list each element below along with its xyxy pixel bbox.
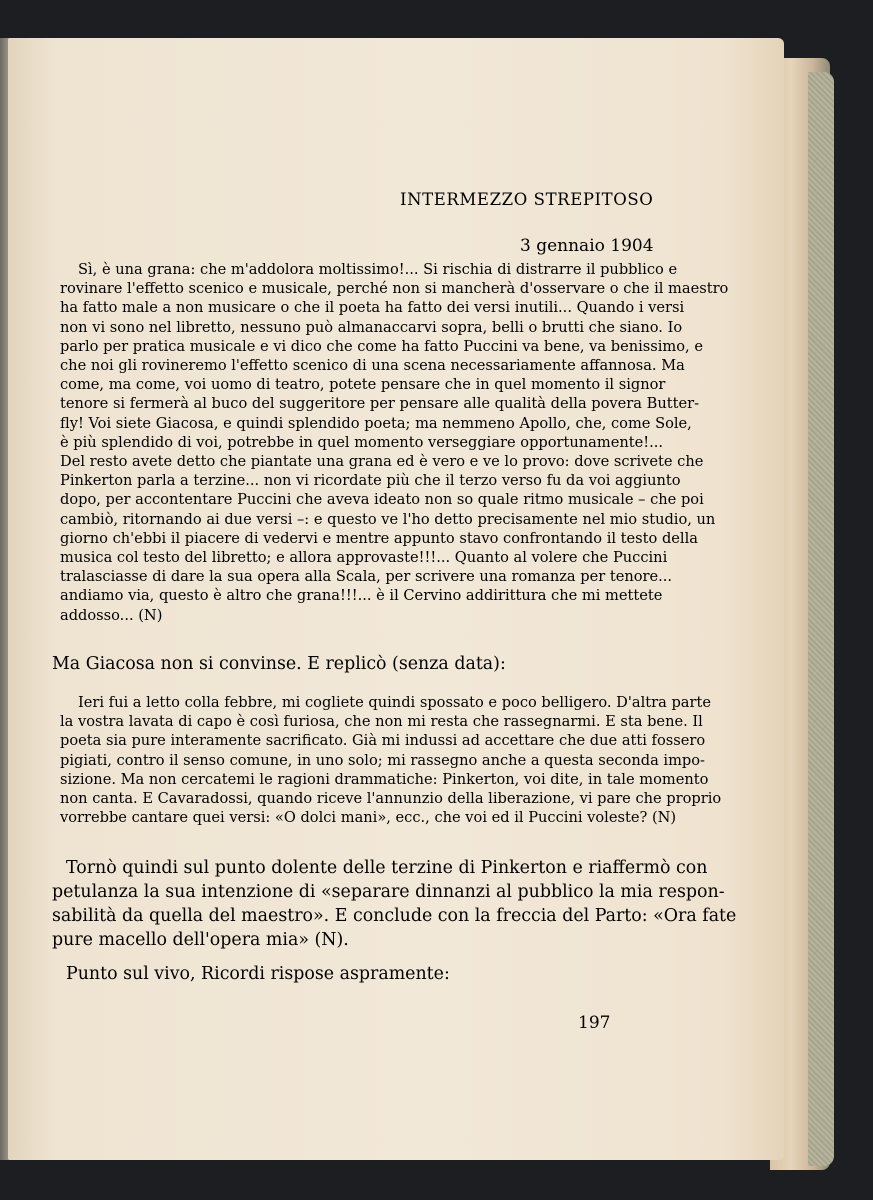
text-line: cambiò, ritornando ai due versi –: e questo ve l'ho detto precisamente nel mio studio, un — [60, 510, 716, 528]
text-line: andiamo via, questo è altro che grana!!!... è il Cervino addirittura che mi mettete — [60, 587, 663, 605]
text-line: musica col testo del libretto; e allora approvaste!!!... Quanto al volere che Puccini — [60, 549, 668, 567]
text-line: come, ma come, voi uomo di teatro, potete pensare che in quel momento il signor — [60, 376, 666, 394]
text-line: vorrebbe cantare quei versi: «O dolci mani», ecc., che voi ed il Puccini voleste? (N) — [60, 809, 677, 827]
running-head: INTERMEZZO STREPITOSO — [400, 190, 654, 209]
text-line: Punto sul vivo, Ricordi rispose aspramente: — [66, 964, 450, 984]
text-line: rovinare l'effetto scenico e musicale, perché non si mancherà d'osservare o che il maestro — [60, 280, 729, 298]
text-line: petulanza la sua intenzione di «separare dinnanzi al pubblico la mia respon- — [52, 882, 725, 902]
text-line: pure macello dell'opera mia» (N). — [52, 930, 349, 950]
text-line: è più splendido di voi, potrebbe in quel momento verseggiare opportunamente!... — [60, 433, 664, 451]
text-line: pigiati, contro il senso comune, in uno solo; mi rassegno anche a questa seconda impo- — [60, 751, 705, 769]
text-line: non canta. E Cavaradossi, quando riceve l'annunzio della liberazione, vi pare che proprio — [60, 790, 722, 808]
text-line: tralasciasse di dare la sua opera alla Scala, per scrivere una romanza per tenore... — [60, 568, 673, 586]
text-line: Pinkerton parla a terzine... non vi ricordate più che il terzo verso fu da voi aggiunto — [60, 472, 681, 490]
text-line: poeta sia pure interamente sacrificato. Già mi indussi ad accettare che due atti fossero — [60, 732, 706, 750]
narrative-paragraph — [52, 856, 737, 952]
text-line: Del resto avete detto che piantate una grana ed è vero e ve lo provo: dove scrivete che — [60, 453, 704, 471]
text-line: fly! Voi siete Giacosa, e quindi splendido poeta; ma nemmeno Apollo, che, come Sole, — [60, 414, 692, 432]
text-line: Ma Giacosa non si convinse. E replicò (senza data): — [52, 654, 506, 674]
letter-giacosa — [60, 693, 722, 827]
narrative-intro — [52, 652, 642, 676]
text-line: dopo, per accontentare Puccini che aveva ideato non so quale ritmo musicale – che poi — [60, 491, 704, 509]
text-line: ha fatto male a non musicare o che il poeta ha fatto dei versi inutili... Quando i versi — [60, 299, 685, 317]
text-line: sabilità da quella del maestro». E conclude con la freccia del Parto: «Ora fate — [52, 906, 737, 926]
text-line: Tornò quindi sul punto dolente delle terzine di Pinkerton e riaffermò con — [66, 858, 708, 878]
text-line: parlo per pratica musicale e vi dico che come ha fatto Puccini va bene, va benissimo, e — [60, 337, 703, 355]
text-line: Ieri fui a letto colla febbre, mi cogliete quindi spossato e poco belligero. D'altra parte — [78, 694, 711, 711]
text-line: addosso... (N) — [60, 606, 163, 624]
text-line: la vostra lavata di capo è così furiosa, che non mi resta che rassegnarmi. E sta bene. Il — [60, 713, 703, 731]
page-number: 197 — [578, 1013, 611, 1033]
text-line: sizione. Ma non cercatemi le ragioni drammatiche: Pinkerton, voi dite, in tale momento — [60, 770, 709, 788]
text-line: non vi sono nel libretto, nessuno può almanaccarvi sopra, belli o brutti che siano. Io — [60, 318, 683, 336]
text-line: giorno ch'ebbi il piacere di vedervi e mentre appunto stavo confrontando il testo della — [60, 529, 698, 547]
text-line: che noi gli rovineremo l'effetto scenico di una scena necessariamente affannosa. Ma — [60, 357, 685, 375]
letter-date: 3 gennaio 1904 — [520, 236, 654, 256]
text-line: tenore si fermerà al buco del suggeritore per pensare alle qualità della povera Butter- — [60, 395, 700, 413]
closing-line — [52, 962, 642, 986]
text-line: Sì, è una grana: che m'addolora moltissimo!... Si rischia di distrarre il pubblico e — [78, 261, 678, 278]
letter-ricordi — [60, 260, 729, 625]
book-cover — [808, 72, 834, 1166]
